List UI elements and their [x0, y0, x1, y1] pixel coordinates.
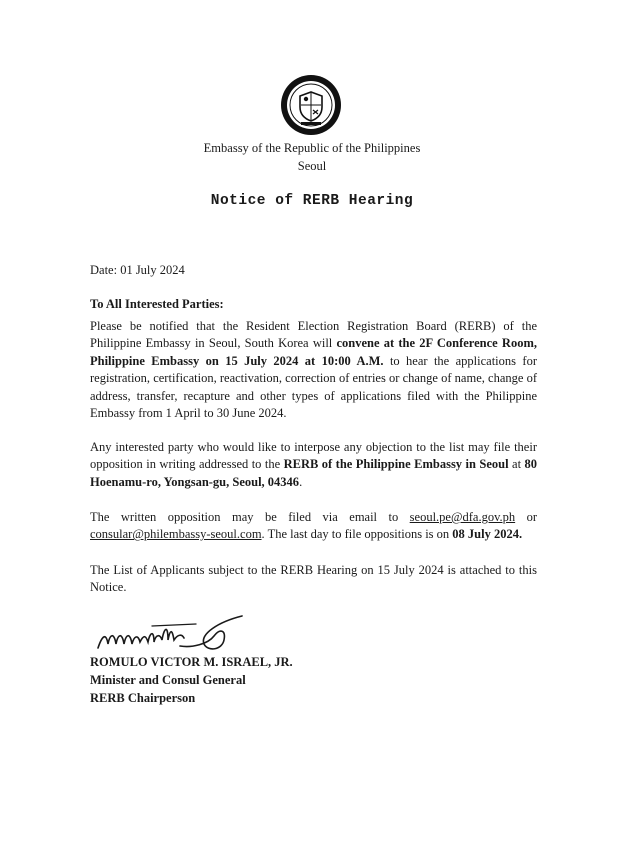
- paragraph-attachment-note: The List of Applicants subject to the RERB Hearing on 15 July 2024 is attached to this Notice.: [90, 563, 537, 595]
- email-link-dfa[interactable]: seoul.pe@dfa.gov.ph: [409, 510, 516, 524]
- signatory-position: Minister and Consul General: [90, 673, 246, 687]
- paragraph3-text-c: . The last day to file oppositions is on: [261, 527, 453, 542]
- paragraph3-text-a: The written opposition may be filed via email to: [90, 510, 410, 524]
- signatory-name: ROMULO VICTOR M. ISRAEL, JR.: [90, 655, 293, 669]
- paragraph2-text-a: Any interested party who would like to interpose any objection to the list may file their opposition in writing addressed to the: [90, 440, 537, 472]
- handwritten-signature-icon: [92, 608, 252, 658]
- document-title: Notice of RERB Hearing: [210, 193, 414, 209]
- embassy-seal-icon: [280, 74, 342, 136]
- embassy-city: Seoul: [297, 159, 327, 173]
- paragraph2-text-c: .: [299, 474, 303, 489]
- paragraph3-text-b: or: [515, 510, 538, 524]
- notice-date: Date: 01 July 2024: [90, 263, 185, 277]
- paragraph-opposition-address: [90, 439, 537, 491]
- salutation: To All Interested Parties:: [90, 297, 224, 311]
- embassy-name: Embassy of the Republic of the Philippines: [203, 141, 421, 155]
- paragraph1-text-a: Please be notified that the Resident Election Registration Board (RERB) of the Philippine Embassy in Seoul, South Korea will: [90, 319, 537, 351]
- rerb-office-name: RERB of the Philippine Embassy in Seoul: [283, 457, 509, 472]
- email-link-consular[interactable]: consular@philembassy-seoul.com: [90, 527, 262, 542]
- paragraph1-text-b: to hear the applications for registration, certification, reactivation, correction of entries or change of name, change of address, transfer, recapture and other types of applications filed with the Philippine Embassy from 1 April to 30 June 2024.: [90, 353, 537, 421]
- embassy-address: 80 Hoenamu-ro, Yongsan-gu, Seoul, 04346: [90, 457, 537, 489]
- paragraph-hearing-details: [90, 318, 537, 422]
- hearing-venue-date: convene at the 2F Conference Room, Philippine Embassy on 15 July 2024 at 10:00 A.M.: [90, 336, 538, 368]
- filing-deadline: 08 July 2024.: [452, 527, 523, 542]
- paragraph-email-filing: [90, 509, 537, 544]
- signatory-role: RERB Chairperson: [90, 691, 196, 705]
- paragraph2-text-b: at: [508, 457, 525, 472]
